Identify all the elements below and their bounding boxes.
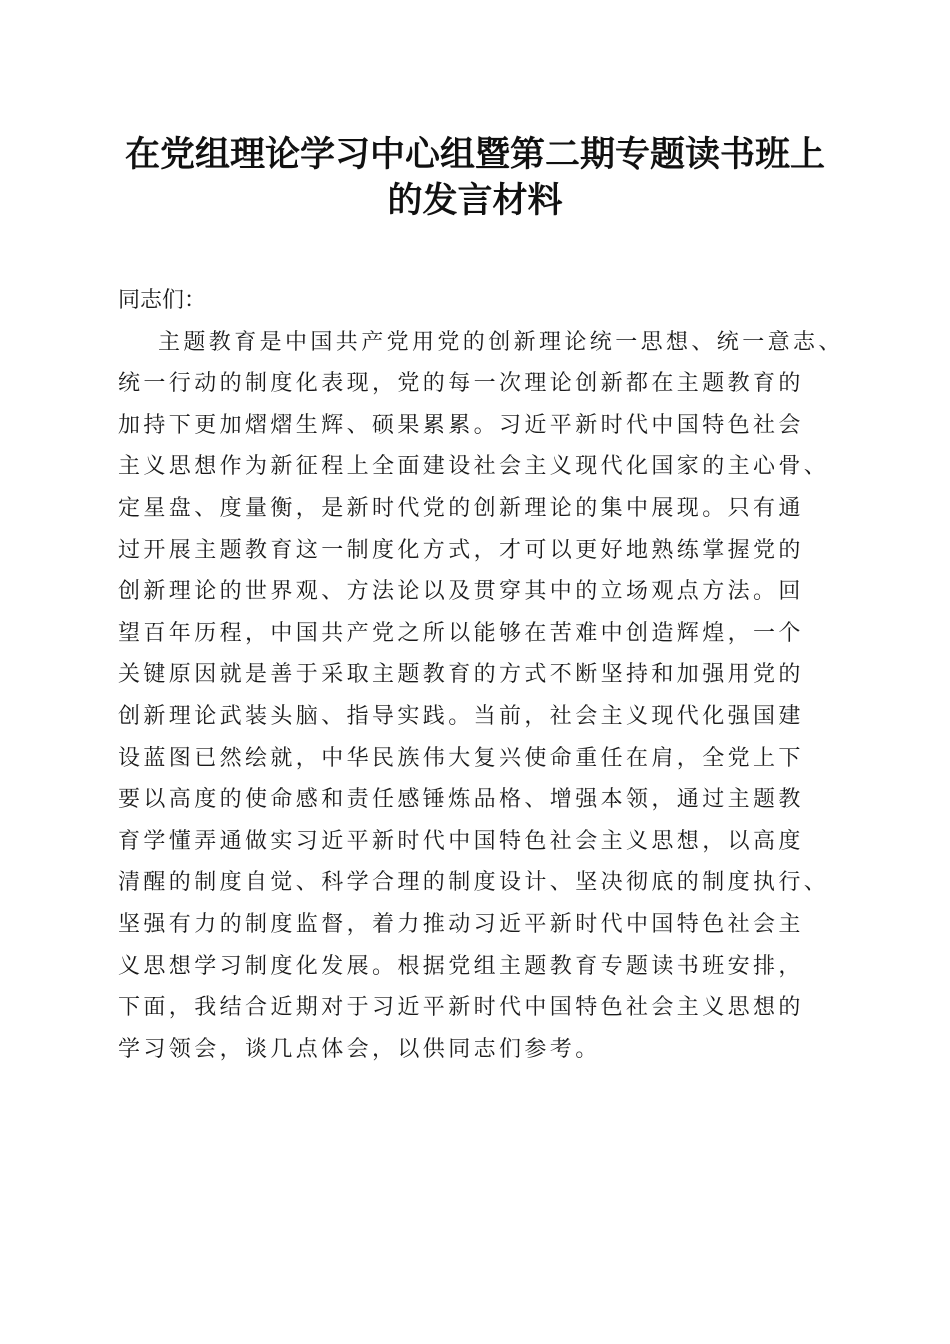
paragraph-line: 清醒的制度自觉、科学合理的制度设计、坚决彻底的制度执行、 bbox=[118, 870, 830, 896]
paragraph-line: 主义思想作为新征程上全面建设社会主义现代化国家的主心骨、 bbox=[118, 454, 830, 480]
paragraph-line: 下面，我结合近期对于习近平新时代中国特色社会主义思想的 bbox=[118, 995, 804, 1021]
paragraph-line: 定星盘、度量衡，是新时代党的创新理论的集中展现。只有通 bbox=[118, 495, 804, 521]
paragraph-line: 统一行动的制度化表现，党的每一次理论创新都在主题教育的 bbox=[118, 371, 804, 397]
paragraph-line: 设蓝图已然绘就，中华民族伟大复兴使命重任在肩，全党上下 bbox=[118, 745, 804, 771]
document-title bbox=[100, 132, 850, 224]
paragraph-line: 要以高度的使命感和责任感锤炼品格、增强本领，通过主题教 bbox=[118, 787, 804, 813]
salutation: 同志们： bbox=[118, 288, 207, 313]
paragraph-line: 望百年历程，中国共产党之所以能够在苦难中创造辉煌，一个 bbox=[118, 620, 804, 646]
paragraph-line: 创新理论的世界观、方法论以及贯穿其中的立场观点方法。回 bbox=[118, 579, 804, 605]
paragraph-line: 主题教育是中国共产党用党的创新理论统一思想、统一意志、 bbox=[158, 329, 844, 355]
paragraph-line: 加持下更加熠熠生辉、硕果累累。习近平新时代中国特色社会 bbox=[118, 412, 804, 438]
paragraph-line: 过开展主题教育这一制度化方式，才可以更好地熟练掌握党的 bbox=[118, 537, 804, 563]
paragraph-line: 义思想学习制度化发展。根据党组主题教育专题读书班安排， bbox=[118, 953, 804, 979]
title-line: 的发言材料 bbox=[387, 180, 563, 221]
title-line: 在党组理论学习中心组暨第二期专题读书班上 bbox=[124, 134, 825, 175]
paragraph-line: 创新理论武装头脑、指导实践。当前，社会主义现代化强国建 bbox=[118, 703, 804, 729]
paragraph-line: 关键原因就是善于采取主题教育的方式不断坚持和加强用党的 bbox=[118, 662, 804, 688]
paragraph-line: 坚强有力的制度监督，着力推动习近平新时代中国特色社会主 bbox=[118, 911, 804, 937]
paragraph-line: 育学懂弄通做实习近平新时代中国特色社会主义思想，以高度 bbox=[118, 828, 804, 854]
document-body bbox=[118, 280, 858, 1070]
paragraph-line: 学习领会，谈几点体会，以供同志们参考。 bbox=[118, 1036, 601, 1062]
